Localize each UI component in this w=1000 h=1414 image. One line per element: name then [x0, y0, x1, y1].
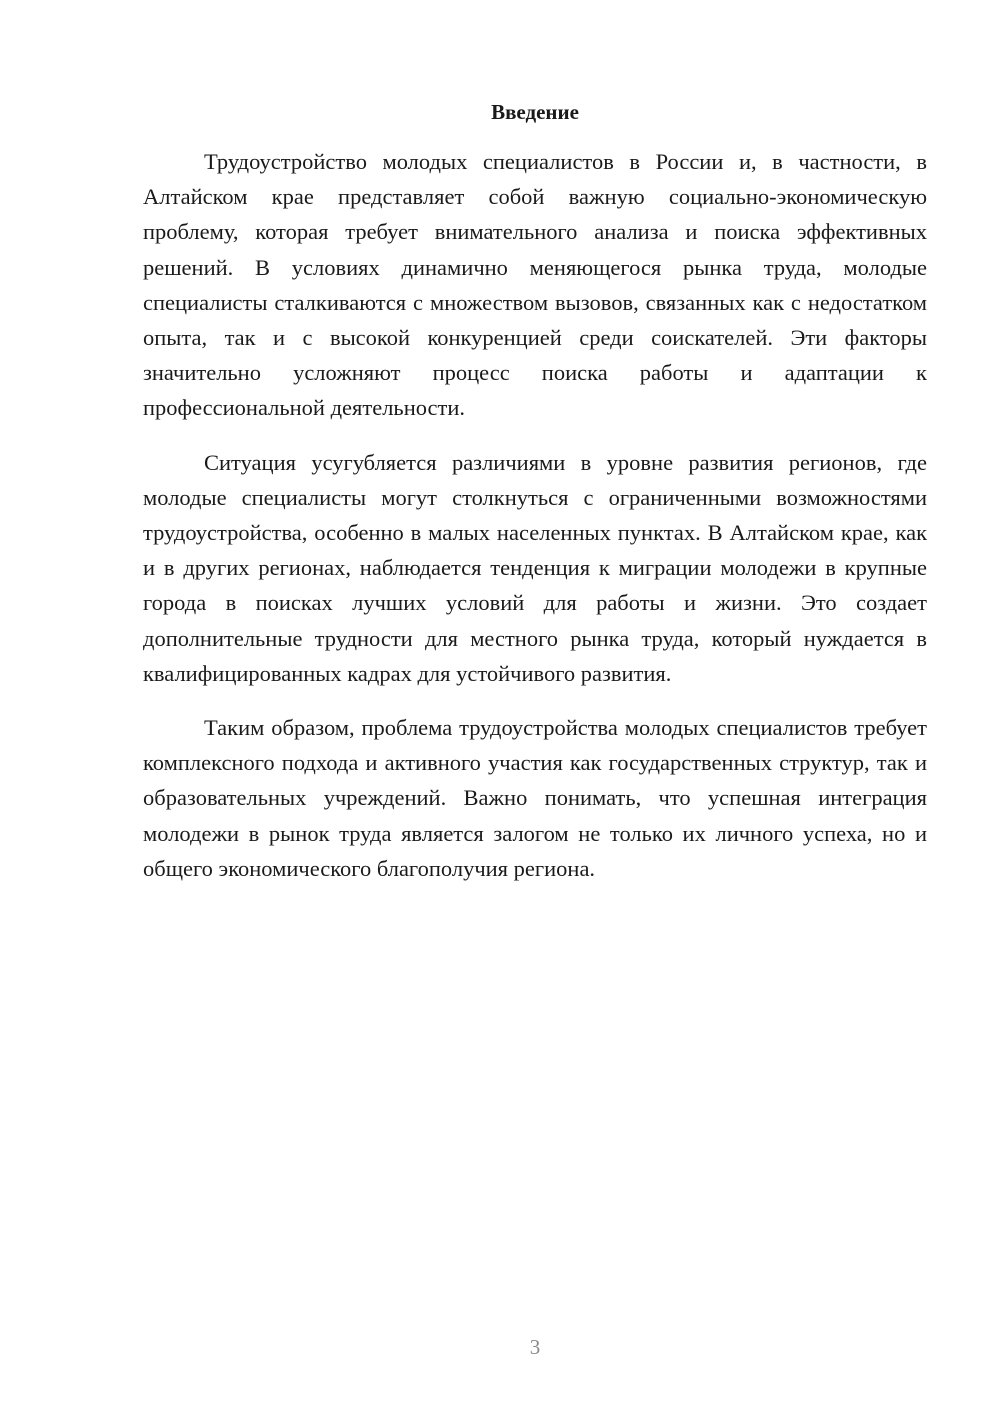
- body-text: [143, 144, 927, 905]
- paragraph-2: Ситуация усугубляется различиями в уровне развития регионов, где молодые специалисты могут столкнуться с ограниченными возможностями трудоустройства, особенно в малых населенных пунктах. В Алтайском крае, как и в других регионах, наблюдается тенденция к миграции молодежи в крупные города в поисках лучших условий для работы и жизни. Это создает дополнительные трудности для местного рынка труда, который нуждается в квалифицированных кадрах для устойчивого развития.: [143, 449, 927, 686]
- page-number: 3: [529, 1335, 541, 1359]
- section-title: Введение: [491, 100, 579, 124]
- paragraph-3: Таким образом, проблема трудоустройства молодых специалистов требует комплексного подхода и активного участия как государственных структур, так и образовательных учреждений. Важно понимать, что успешная интеграция молодежи в рынок труда является залогом не только их личного успеха, но и общего экономического благополучия региона.: [143, 715, 927, 881]
- paragraph-1: Трудоустройство молодых специалистов в России и, в частности, в Алтайском крае представляет собой важную социально-экономическую проблему, которая требует внимательного анализа и поиска эффективных решений. В условиях динамично меняющегося рынка труда, молодые специалисты сталкиваются с множеством вызовов, связанных как с недостатком опыта, так и с высокой конкуренцией среди соискателей. Эти факторы значительно усложняют процесс поиска работы и адаптации к профессиональной деятельности.: [143, 149, 927, 421]
